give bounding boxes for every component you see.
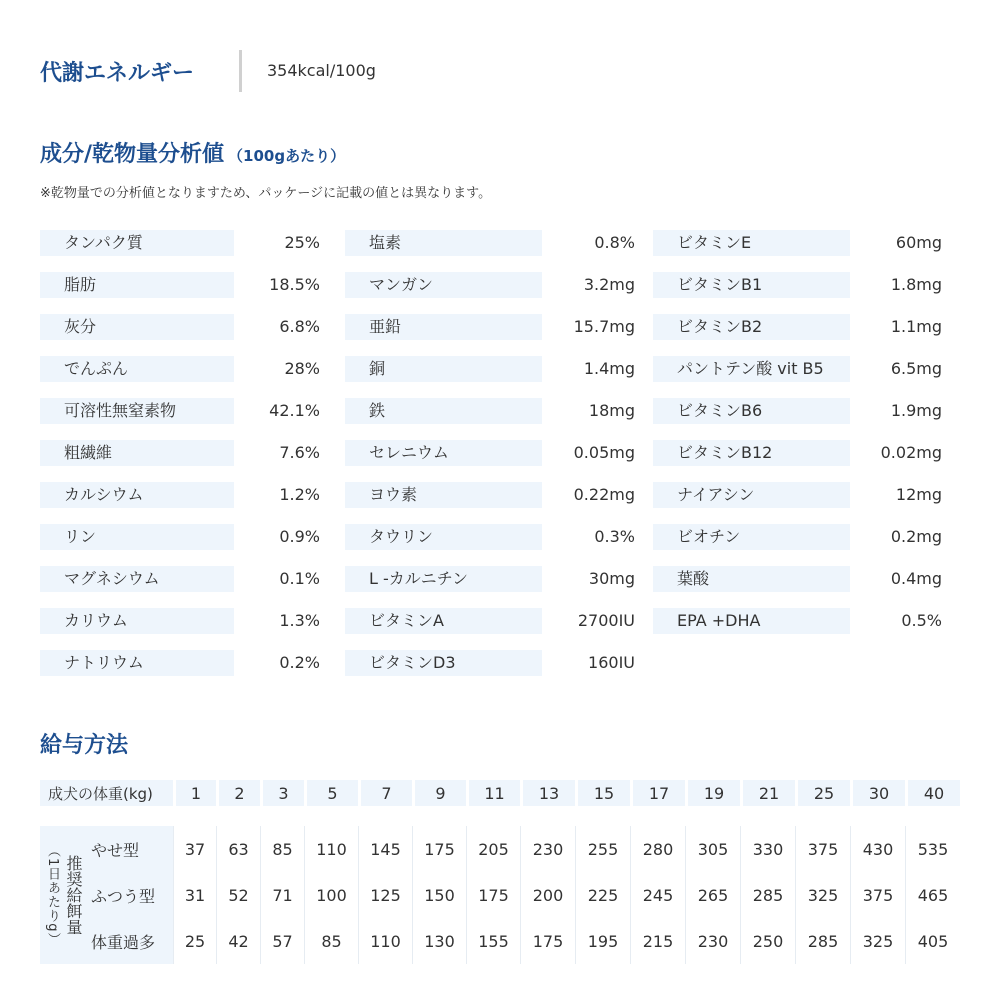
feeding-value: 52 <box>216 872 260 918</box>
weight-cell: 2 <box>216 780 260 806</box>
nutrient-label: 粗繊維 <box>40 440 234 466</box>
weight-cell: 7 <box>358 780 412 806</box>
feeding-value: 325 <box>795 872 850 918</box>
feeding-value: 280 <box>630 826 685 872</box>
nutrient-label: 葉酸 <box>653 566 850 592</box>
feeding-value: 215 <box>630 918 685 964</box>
feeding-row-label: やせ型 <box>87 826 173 872</box>
nutrient-value: 25% <box>284 233 320 252</box>
feeding-value: 110 <box>304 826 358 872</box>
feeding-row <box>40 826 960 872</box>
feeding-value: 145 <box>358 826 412 872</box>
nutrient-label: ビタミンB6 <box>653 398 850 424</box>
weight-cell: 30 <box>850 780 905 806</box>
nutrient-value: 30mg <box>588 569 635 588</box>
nutrient-value: 0.4mg <box>890 569 942 588</box>
feeding-value: 230 <box>685 918 740 964</box>
nutrient-value: 6.5mg <box>890 359 942 378</box>
feeding-value: 195 <box>575 918 630 964</box>
feeding-value: 37 <box>173 826 216 872</box>
feeding-value: 71 <box>260 872 304 918</box>
weight-cell: 1 <box>173 780 216 806</box>
weight-cell: 19 <box>685 780 740 806</box>
feeding-value: 405 <box>905 918 960 964</box>
nutrient-label: ナイアシン <box>653 482 850 508</box>
feeding-value: 535 <box>905 826 960 872</box>
feeding-value: 285 <box>795 918 850 964</box>
nutrient-label: パントテン酸 vit B5 <box>653 356 850 382</box>
nutrient-label: ビオチン <box>653 524 850 550</box>
weight-cell: 40 <box>905 780 960 806</box>
nutrient-label: リン <box>40 524 234 550</box>
feeding-value: 375 <box>850 872 905 918</box>
nutrient-value: 1.4mg <box>583 359 635 378</box>
feeding-title: 給与方法 <box>40 733 129 758</box>
feeding-value: 150 <box>412 872 466 918</box>
energy-title: 代謝エネルギー <box>40 61 195 86</box>
nutrient-label: 塩素 <box>345 230 542 256</box>
nutrient-label: 銅 <box>345 356 542 382</box>
energy-divider <box>239 50 242 92</box>
nutrient-value: 0.02mg <box>880 443 942 462</box>
nutrient-label: 灰分 <box>40 314 234 340</box>
nutrient-label: ビタミンA <box>345 608 542 634</box>
feeding-value: 465 <box>905 872 960 918</box>
analysis-subtitle: （100gあたり） <box>228 147 346 165</box>
feeding-value: 63 <box>216 826 260 872</box>
nutrient-value: 0.9% <box>279 527 320 546</box>
nutrient-label: マグネシウム <box>40 566 234 592</box>
nutrient-label: セレニウム <box>345 440 542 466</box>
weight-cell: 5 <box>304 780 358 806</box>
nutrient-label: ビタミンE <box>653 230 850 256</box>
feeding-value: 375 <box>795 826 850 872</box>
nutrient-value: 1.9mg <box>890 401 942 420</box>
nutrient-label: タウリン <box>345 524 542 550</box>
feeding-value: 430 <box>850 826 905 872</box>
feeding-value: 265 <box>685 872 740 918</box>
feeding-value: 250 <box>740 918 795 964</box>
nutrient-value: 18.5% <box>269 275 320 294</box>
nutrient-value: 0.2mg <box>890 527 942 546</box>
nutrient-label: ビタミンD3 <box>345 650 542 676</box>
nutrient-label: タンパク質 <box>40 230 234 256</box>
feeding-value: 175 <box>466 872 520 918</box>
nutrient-label: でんぷん <box>40 356 234 382</box>
feeding-value: 110 <box>358 918 412 964</box>
feeding-value: 205 <box>466 826 520 872</box>
weight-cell: 17 <box>630 780 685 806</box>
nutrient-value: 6.8% <box>279 317 320 336</box>
nutrient-value: 0.8% <box>594 233 635 252</box>
weight-cell: 25 <box>795 780 850 806</box>
nutrient-value: 0.1% <box>279 569 320 588</box>
nutrient-label: 可溶性無窒素物 <box>40 398 234 424</box>
weight-header-row <box>40 780 960 806</box>
nutrient-value: 1.1mg <box>890 317 942 336</box>
nutrient-label: EPA +DHA <box>653 608 850 634</box>
nutrient-value: 160IU <box>588 653 635 672</box>
feeding-table <box>40 780 960 964</box>
nutrient-label: L -カルニチン <box>345 566 542 592</box>
nutrient-value: 2700IU <box>577 611 635 630</box>
nutrient-value: 42.1% <box>269 401 320 420</box>
feeding-value: 85 <box>260 826 304 872</box>
weight-cell: 9 <box>412 780 466 806</box>
nutrient-label: 脂肪 <box>40 272 234 298</box>
weight-header-label: 成犬の体重(kg) <box>40 780 173 806</box>
nutrient-label: 鉄 <box>345 398 542 424</box>
feeding-value: 85 <box>304 918 358 964</box>
feeding-row-label: 体重過多 <box>87 918 173 964</box>
feeding-value: 330 <box>740 826 795 872</box>
nutrient-value: 0.22mg <box>573 485 635 504</box>
nutrient-value: 0.5% <box>901 611 942 630</box>
nutrient-label: ビタミンB1 <box>653 272 850 298</box>
feeding-value: 225 <box>575 872 630 918</box>
feeding-row <box>40 918 960 964</box>
nutrient-value: 1.8mg <box>890 275 942 294</box>
nutrient-value: 60mg <box>895 233 942 252</box>
analysis-note: ※乾物量での分析値となりますため、パッケージに記載の値とは異なります。 <box>40 186 492 201</box>
feeding-value: 245 <box>630 872 685 918</box>
nutrient-label: マンガン <box>345 272 542 298</box>
nutrient-label: ヨウ素 <box>345 482 542 508</box>
feeding-row-label: ふつう型 <box>87 872 173 918</box>
feeding-value: 100 <box>304 872 358 918</box>
feeding-value: 57 <box>260 918 304 964</box>
feeding-row <box>40 872 960 918</box>
feeding-value: 305 <box>685 826 740 872</box>
weight-cell: 11 <box>466 780 520 806</box>
nutrient-value: 3.2mg <box>583 275 635 294</box>
feeding-value: 175 <box>412 826 466 872</box>
weight-cell: 21 <box>740 780 795 806</box>
feeding-value: 200 <box>520 872 575 918</box>
nutrient-value: 7.6% <box>279 443 320 462</box>
feeding-value: 175 <box>520 918 575 964</box>
nutrient-value: 12mg <box>895 485 942 504</box>
weight-cell: 13 <box>520 780 575 806</box>
nutrient-label: カリウム <box>40 608 234 634</box>
weight-cell: 3 <box>260 780 304 806</box>
feeding-value: 25 <box>173 918 216 964</box>
feeding-value: 155 <box>466 918 520 964</box>
nutrient-value: 1.3% <box>279 611 320 630</box>
nutrient-label: ナトリウム <box>40 650 234 676</box>
nutrient-value: 15.7mg <box>573 317 635 336</box>
nutrient-value: 0.3% <box>594 527 635 546</box>
feeding-value: 130 <box>412 918 466 964</box>
nutrient-value: 1.2% <box>279 485 320 504</box>
nutrient-label: ビタミンB2 <box>653 314 850 340</box>
analysis-title-text: 成分/乾物量分析値 <box>40 142 225 167</box>
nutrient-label: カルシウム <box>40 482 234 508</box>
nutrient-label: 亜鉛 <box>345 314 542 340</box>
nutrient-value: 0.2% <box>279 653 320 672</box>
feeding-value: 125 <box>358 872 412 918</box>
feeding-value: 42 <box>216 918 260 964</box>
nutrient-value: 18mg <box>588 401 635 420</box>
feeding-value: 255 <box>575 826 630 872</box>
feeding-value: 31 <box>173 872 216 918</box>
energy-value: 354kcal/100g <box>267 61 376 80</box>
feeding-value: 285 <box>740 872 795 918</box>
feeding-side-label <box>40 826 87 964</box>
nutrient-value: 0.05mg <box>573 443 635 462</box>
weight-cell: 15 <box>575 780 630 806</box>
feeding-value: 325 <box>850 918 905 964</box>
feeding-side-paren: （1日あたりg） <box>45 843 60 947</box>
nutrient-value: 28% <box>284 359 320 378</box>
nutrient-label: ビタミンB12 <box>653 440 850 466</box>
feeding-side-main: 推奨給餌量 <box>64 855 83 935</box>
analysis-title <box>40 137 345 168</box>
feeding-value: 230 <box>520 826 575 872</box>
